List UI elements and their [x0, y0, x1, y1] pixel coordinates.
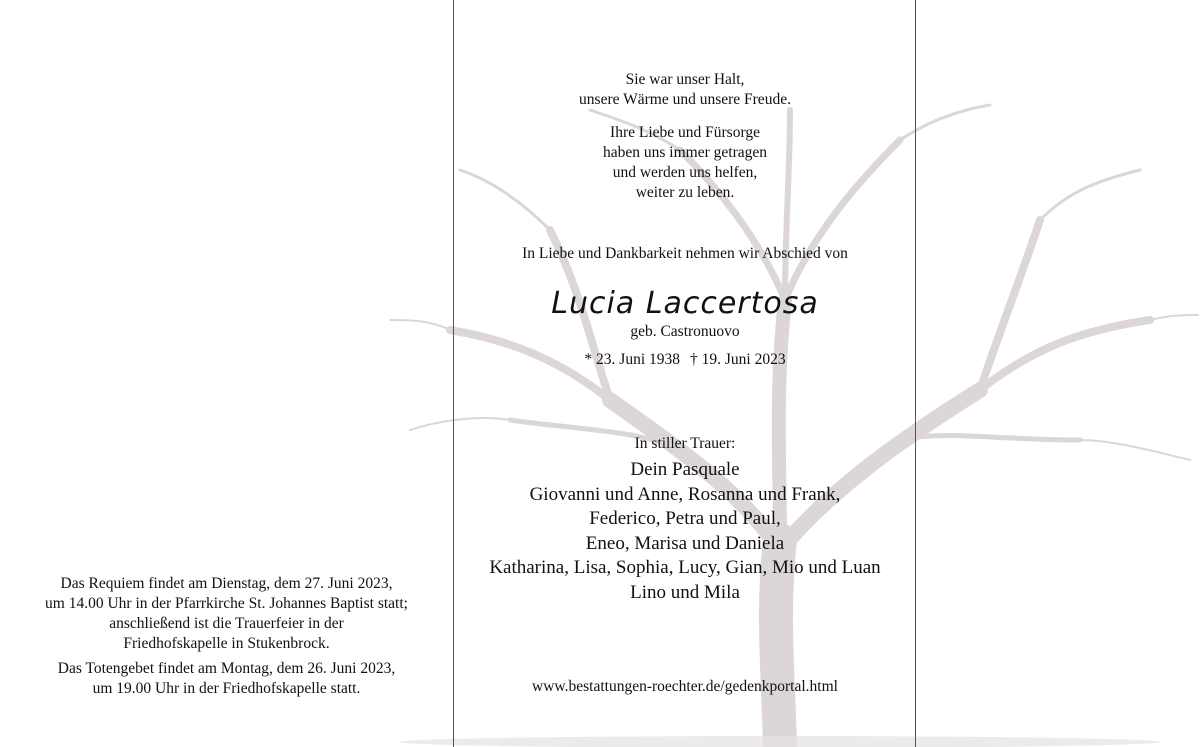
poem-stanza-2	[455, 123, 915, 203]
deceased-name: Lucia Laccertosa	[551, 286, 819, 321]
poem-line: Ihre Liebe und Fürsorge	[610, 124, 760, 141]
requiem-line: Friedhofskapelle in Stukenbrock.	[123, 635, 330, 652]
farewell-text: In Liebe und Dankbarkeit nehmen wir Abschied von	[522, 245, 848, 262]
fold-line-right	[915, 0, 916, 747]
birth-date: * 23. Juni 1938	[584, 351, 680, 368]
mourning-label: In stiller Trauer:	[634, 435, 736, 452]
poem-line: Sie war unser Halt,	[625, 71, 745, 88]
mourners-list	[455, 458, 915, 605]
requiem-line: anschließend ist die Trauerfeier in der	[109, 615, 344, 632]
mourner-line: Giovanni und Anne, Rosanna und Frank,	[529, 483, 841, 505]
poem-line: und werden uns helfen,	[612, 164, 758, 181]
mourner-line: Dein Pasquale	[630, 459, 740, 480]
poem-line: haben uns immer getragen	[603, 144, 767, 161]
requiem-line: Das Requiem findet am Dienstag, dem 27. Juni 2023,	[60, 575, 393, 592]
requiem-line: um 14.00 Uhr in der Pfarrkirche St. Johannes Baptist statt;	[45, 595, 408, 612]
mourner-line: Lino und Mila	[630, 581, 740, 603]
death-date: † 19. Juni 2023	[690, 351, 786, 368]
requiem-info	[0, 574, 453, 654]
birth-name: geb. Castronuovo	[630, 323, 740, 340]
prayer-info	[0, 659, 453, 699]
memorial-url[interactable]: www.bestattungen-roechter.de/gedenkportal.html	[532, 678, 838, 695]
poem-line: weiter zu leben.	[635, 184, 735, 201]
poem-line: unsere Wärme und unsere Freude.	[579, 91, 791, 108]
mourner-line: Katharina, Lisa, Sophia, Lucy, Gian, Mio und Luan	[489, 557, 881, 578]
poem	[455, 70, 915, 216]
prayer-line: Das Totengebet findet am Montag, dem 26. Juni 2023,	[57, 660, 396, 677]
poem-stanza-1	[455, 70, 915, 110]
mourner-line: Eneo, Marisa und Daniela	[585, 532, 785, 554]
mourner-line: Federico, Petra und Paul,	[589, 508, 781, 529]
prayer-line: um 19.00 Uhr in der Friedhofskapelle statt.	[92, 680, 361, 697]
fold-line-left	[453, 0, 454, 747]
life-dates	[455, 351, 915, 369]
